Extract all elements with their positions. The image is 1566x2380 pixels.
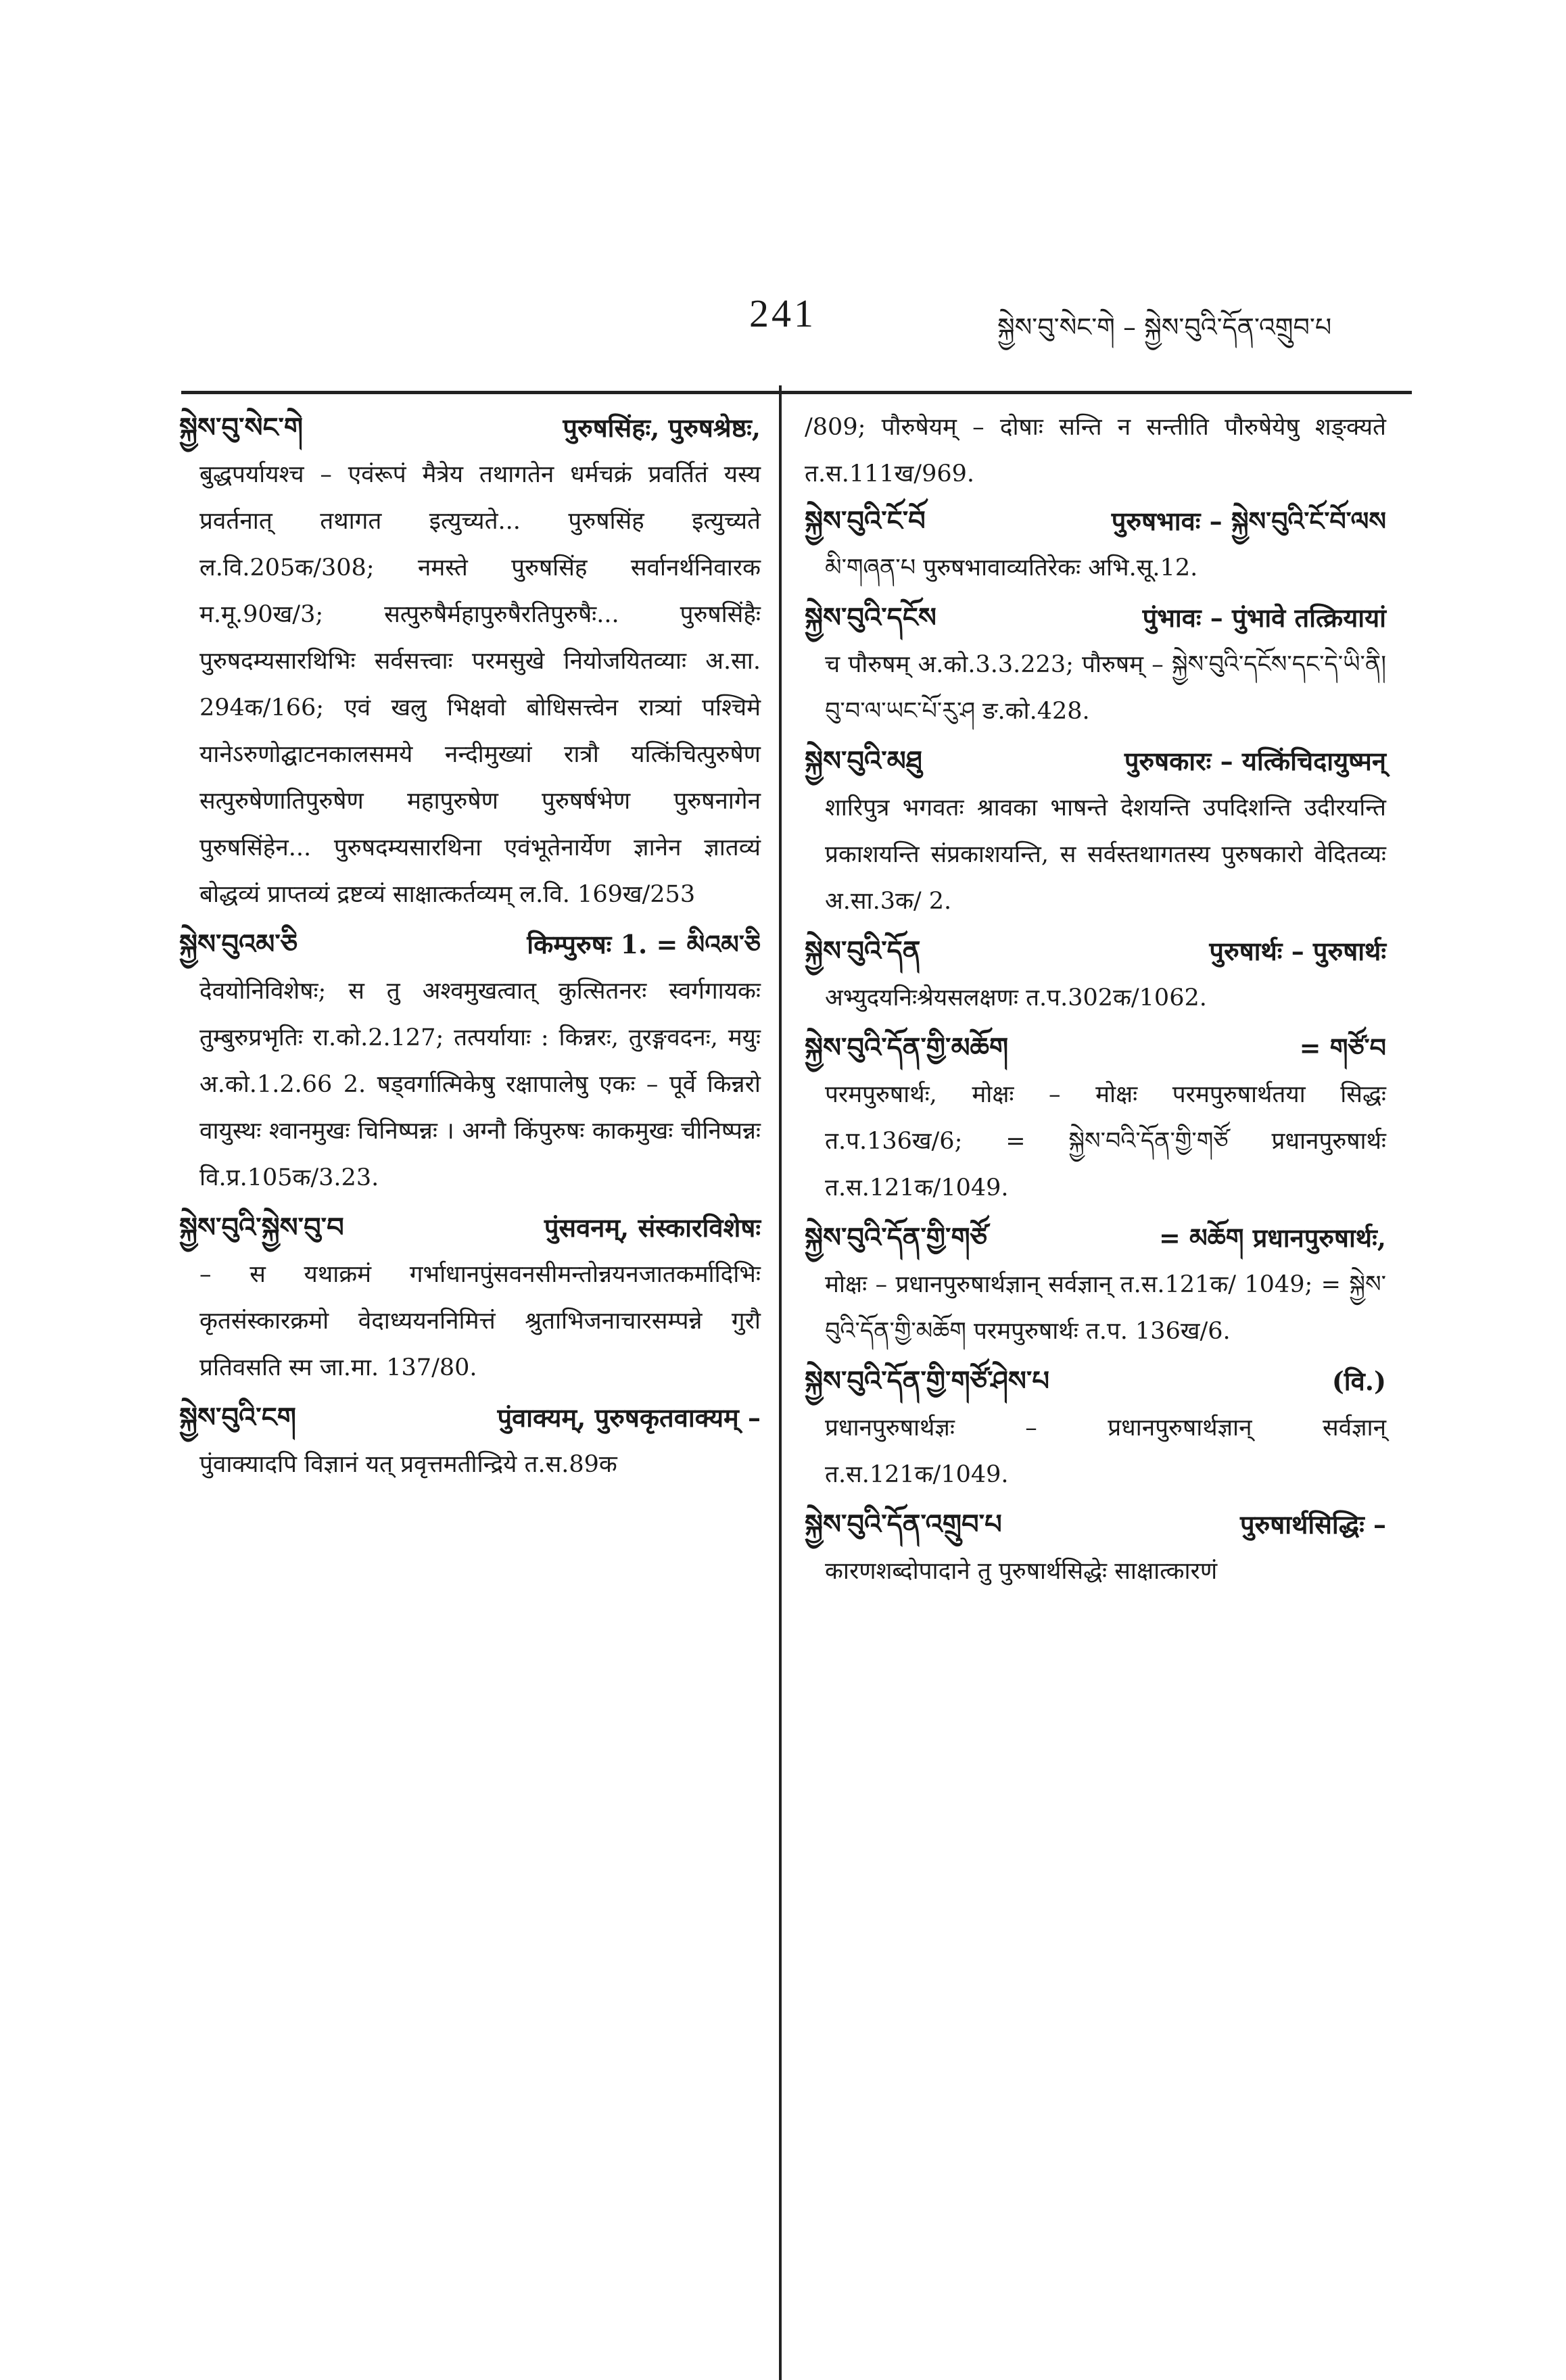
sanskrit-equivalent: पुंसवनम्, संस्कारविशेषः <box>544 1212 761 1243</box>
entry-heading <box>179 921 761 968</box>
dictionary-entry <box>805 928 1386 1022</box>
sanskrit-equivalent: पुरुषार्थसिद्धिः – <box>1239 1509 1386 1540</box>
dictionary-entry <box>179 404 761 918</box>
tibetan-headword: སྐྱེས་བུ་སེང་གེ <box>179 412 304 444</box>
entry-body: प्रधानपुरुषार्थज्ञः – प्रधानपुरुषार्थज्ञान् सर्वज्ञान् त.स.121क/1049. <box>825 1414 1386 1488</box>
sanskrit-equivalent: पुंवाक्यम्, पुरुषकृतवाक्यम् – <box>497 1402 761 1433</box>
entry-heading <box>805 1024 1386 1072</box>
entry-heading <box>179 404 761 452</box>
page-header <box>0 291 1566 358</box>
column-divider <box>779 385 782 2380</box>
entry-body: शारिपुत्र भगवतः श्रावका भाषन्ते देशयन्ति उपदिशन्ति उदीरयन्ति प्रकाशयन्ति संप्रकाशयन्ति, स सर्वस्तथागतस्य पुरुषकारो वेदितव्यः अ.सा.3क/ 2. <box>825 794 1386 915</box>
entry-heading <box>805 1358 1386 1405</box>
continued-text: /809; पौरुषेयम् – दोषाः सन्ति न सन्तीति पौरुषेयेषु शङ्क्यते त.स.111ख/969. <box>805 414 1386 487</box>
entry-body: देवयोनिविशेषः; स तु अश्वमुखत्वात् कुत्सितनरः स्वर्गगायकः तुम्बुरुप्रभृतिः रा.को.2.127; तत्पर्यायाः : किन्नरः, तुरङ्गवदनः, मयुः अ.को.1.2.66 2. षड्वर्गात्मिकेषु रक्षापालेषु एकः – पूर्वे किन्नरो वायुस्थः श्वानमुखः चिनिष्पन्नः । अग्नौ किंपुरुषः काकमुखः चीनिष्पन्नः वि.प्र.105क/3.23. <box>199 978 761 1191</box>
entry-body: च पौरुषम् अ.को.3.3.223; पौरुषम् – སྐྱེས་བུའི་དངོས་དང་དེ་ཡི་ནི། བུ་བ་ལ་ཡང་པོ་རུ་ཤ ङ.को.428. <box>825 651 1386 725</box>
tibetan-headword: སྐྱེས་བུའི་ངག <box>179 1402 296 1433</box>
tibetan-headword: སྐྱེས་བུའི་དོན་གྱི་གཙོ <box>805 1222 988 1254</box>
entry-heading <box>805 594 1386 642</box>
tibetan-headword: སྐྱེས་བུའི་དོན་གྱི་གཙོ་ཤེས་པ <box>805 1366 1049 1397</box>
sanskrit-equivalent: = མཆོག प्रधानपुरुषार्थः, <box>1158 1222 1386 1253</box>
entry-body: མི་གཞན་པ पुरुषभावाव्यतिरेकः अभि.सू.12. <box>825 554 1198 581</box>
entry-body: – स यथाक्रमं गर्भाधानपुंसवनसीमन्तोन्नयनजातकर्मादिभिः कृतसंस्कारक्रमो वेदाध्ययननिमित्तं श्रुताभिजनाचारसम्पन्ने गुरौ प्रतिवसति स्म जा.मा. 137/80. <box>199 1261 761 1381</box>
tibetan-headword: སྐྱེས་བུའི་མཐུ <box>805 746 922 777</box>
entry-heading <box>805 1214 1386 1262</box>
entry-body: परमपुरुषार्थः, मोक्षः – मोक्षः परमपुरुषार्थतया सिद्धः त.प.136ख/6; = སྐྱེས་བའི་དོན་གྱི་གཙོ प्रधानपुरुषार्थः त.स.121क/1049. <box>825 1081 1386 1201</box>
dictionary-entry <box>179 1394 761 1488</box>
tibetan-headword: སྐྱེས་བུའི་དངོས <box>805 602 936 634</box>
sanskrit-equivalent: (वि.) <box>1331 1366 1386 1396</box>
dictionary-entry <box>805 1024 1386 1212</box>
entry-heading <box>805 1501 1386 1548</box>
right-column <box>805 404 1386 1598</box>
sanskrit-equivalent: पुरुषसिंहः, पुरुषश्रेष्ठः, <box>563 412 761 443</box>
entry-body: अभ्युदयनिःश्रेयसलक्षणः त.प.302क/1062. <box>825 984 1207 1012</box>
dictionary-entry <box>179 921 761 1201</box>
entry-heading <box>179 1394 761 1442</box>
dictionary-entry <box>179 1204 761 1391</box>
tibetan-headword: སྐྱེས་བུའི་སྐྱེས་བུ་བ <box>179 1212 344 1243</box>
tibetan-headword: སྐྱེས་བུའི་དོན་གྱི་མཆོག <box>805 1032 1009 1064</box>
top-rule <box>181 391 1412 394</box>
dictionary-entry <box>805 1214 1386 1355</box>
tibetan-headword: སྐྱེས་བུའམ་ཅི <box>179 929 298 960</box>
sanskrit-equivalent: पुरुषकारः – यत्किंचिदायुष्मन् <box>1124 746 1386 776</box>
tibetan-headword: སྐྱེས་བུའི་ངོ་བོ <box>805 506 926 537</box>
sanskrit-equivalent: = གཙོ་བ <box>1299 1032 1386 1063</box>
running-head: སྐྱེས་བུ་སེང་གེ – སྐྱེས་བུའི་དོན་འགྲུབ་པ <box>997 312 1332 342</box>
entry-body: कारणशब्दोपादाने तु पुरुषार्थसिद्धेः साक्षात्कारणं <box>825 1558 1218 1585</box>
sanskrit-equivalent: पुरुषभावः – སྐྱེས་བུའི་ངོ་བོ་ལས <box>1111 506 1386 536</box>
entry-heading <box>805 498 1386 545</box>
left-column <box>179 404 761 1491</box>
entry-body: मोक्षः – प्रधानपुरुषार्थज्ञान् सर्वज्ञान् त.स.121क/ 1049; = སྐྱེས་བུའི་དོན་གྱི་མཆོག परमपुरुषार्थः त.प. 136ख/6. <box>825 1271 1386 1345</box>
dictionary-entry <box>805 498 1386 592</box>
entry-heading <box>805 928 1386 975</box>
tibetan-headword: སྐྱེས་བུའི་དོན་འགྲུབ་པ <box>805 1509 1002 1540</box>
sanskrit-equivalent: किम्पुरुषः 1. = མིའམ་ཅི <box>527 929 761 959</box>
tibetan-headword: སྐྱེས་བུའི་དོན <box>805 936 921 967</box>
entry-body: पुंवाक्यादपि विज्ञानं यत् प्रवृत्तमतीन्द्रिये त.स.89क <box>199 1451 617 1478</box>
dictionary-entry <box>805 738 1386 925</box>
sanskrit-equivalent: पुंभावः – पुंभावे तत्क्रियायां <box>1142 602 1386 633</box>
dictionary-entry <box>805 1501 1386 1595</box>
entry-body: बुद्धपर्यायश्च – एवंरूपं मैत्रेय तथागतेन धर्मचक्रं प्रवर्तितं यस्य प्रवर्तनात् तथागत इत्युच्यते... पुरुषसिंह इत्युच्यते ल.वि.205क/308; नमस्ते पुरुषसिंह सर्वानर्थनिवारक म.मू.90ख/3; सत्पुरुषैर्महापुरुषैरतिपुरुषैः... पुरुषसिंहैः पुरुषदम्यसारथिभिः सर्वसत्त्वाः परमसुखे नियोजयितव्याः अ.सा. 294क/166; एवं खलु भिक्षवो बोधिसत्त्वेन रात्र्यां पश्चिमे यानेऽरुणोद्घाटनकालसमये नन्दीमुख्यां रात्रौ यत्किंचित्पुरुषेण सत्पुरुषेणातिपुरुषेण महापुरुषेण पुरुषर्षभेण पुरुषनागेन पुरुषसिंहेन... पुरुषदम्यसारथिना एवंभूतेनार्येण ज्ञानेन ज्ञातव्यं बोद्धव्यं प्राप्तव्यं द्रष्टव्यं साक्षात्कर्तव्यम् ल.वि. 169ख/253 <box>199 461 761 908</box>
entry-heading <box>179 1204 761 1252</box>
dictionary-entry <box>805 1358 1386 1498</box>
sanskrit-equivalent: पुरुषार्थः – पुरुषार्थः <box>1209 936 1386 966</box>
page-number: 241 <box>749 291 816 335</box>
entry-heading <box>805 738 1386 785</box>
dictionary-entry <box>805 594 1386 735</box>
